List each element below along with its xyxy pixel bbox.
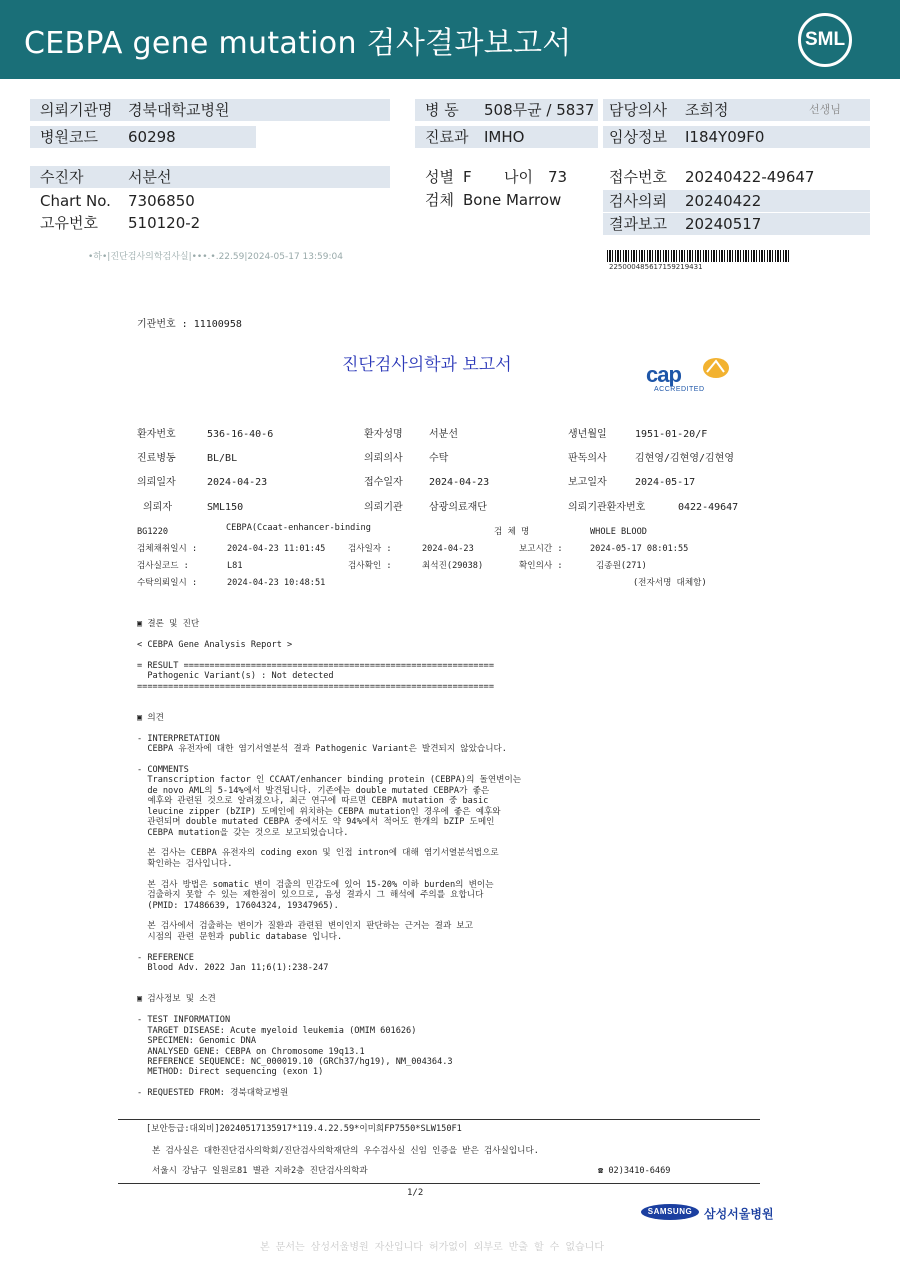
room-label: 검사실코드 : — [137, 561, 189, 571]
doctor-field — [603, 99, 870, 121]
address-line: 서울시 강남구 일원로81 별관 지하2층 진단검사의학과 — [152, 1166, 368, 1176]
confidential-notice: 본 문서는 삼성서울병원 자산입니다 허가없이 외부로 반출 할 수 없습니다 — [260, 1242, 604, 1253]
report-value: 20240517 — [685, 215, 762, 233]
doctor-value: 조희정 — [685, 101, 729, 119]
request-label: 검사의뢰 — [609, 192, 667, 210]
pt-no-label: 환자번호 — [137, 429, 176, 440]
collect-value: 2024-04-23 11:01:45 — [227, 544, 326, 554]
receipt-label: 접수번호 — [609, 168, 667, 186]
reader-label: 판독의사 — [568, 453, 607, 464]
unique-value: 510120-2 — [128, 214, 201, 232]
body-line: Pathogenic Variant(s) : Not detected — [137, 671, 334, 681]
pt-name-label: 환자성명 — [364, 429, 403, 440]
phys-label: 의뢰의사 — [364, 453, 403, 464]
dept-label: 진료과 — [425, 128, 469, 146]
body-line: 본 검사에서 검출하는 변이가 질환과 관련된 변이인지 판단하는 근거는 결과 보고 — [137, 921, 474, 931]
request-field — [603, 190, 870, 212]
room-value: L81 — [227, 561, 243, 571]
body-line: REFERENCE SEQUENCE: NC_000019.10 (GRCh37/hg19), NM_004364.3 — [137, 1057, 453, 1067]
body-line: - REFERENCE — [137, 953, 194, 963]
org-number: 기관번호 : 11100958 — [137, 319, 242, 330]
samsung-hospital-name: 삼성서울병원 — [704, 1207, 774, 1221]
checker-value: 최석진(29038) — [422, 561, 484, 571]
body-line: 본 검사는 CEBPA 유전자의 coding exon 및 인접 intron에 대해 염기서열분석법으로 — [137, 848, 499, 858]
ward-label-2: 진료병동 — [137, 453, 176, 464]
body-line: leucine zipper (bZIP) 도메인에 위치하는 CEBPA mutation인 경우에 좋은 예후와 — [137, 807, 501, 817]
body-line: < CEBPA Gene Analysis Report > — [137, 640, 293, 650]
samsung-logo: SAMSUNG — [641, 1204, 699, 1220]
body-line: ▣ 결론 및 진단 — [137, 619, 200, 629]
doctor-suffix: 선생님 — [809, 103, 841, 116]
body-line: = RESULT ============================================================ — [137, 661, 494, 671]
test-code: BG1220 — [137, 527, 169, 537]
report-time-value: 2024-05-17 08:01:55 — [590, 544, 689, 554]
body-line: - REQUESTED FROM: 경북대학교병원 — [137, 1088, 289, 1098]
body-line: ▣ 검사정보 및 소견 — [137, 994, 216, 1004]
security-line: [보안등급:대외비]20240517135917*119.4.22.59*이미희FP7550*SLW150F1 — [146, 1124, 462, 1134]
clinical-label: 임상정보 — [609, 128, 667, 146]
clinical-value: I184Y09F0 — [685, 128, 765, 146]
chart-label: Chart No. — [40, 192, 111, 210]
age-label: 나이 — [504, 168, 533, 186]
test-date-label: 검사일자 : — [348, 544, 392, 554]
ward-field — [415, 99, 598, 121]
rcv-date-value: 2024-04-23 — [429, 477, 490, 488]
unique-label: 고유번호 — [40, 214, 98, 232]
body-line: 검출하지 못할 수 있는 제한점이 있으므로, 음성 결과시 그 해석에 주의를 요합니다 — [137, 890, 484, 900]
body-line: 본 검사 방법은 somatic 변이 검출의 민감도에 있어 15-20% 이하 burden의 변이는 — [137, 880, 494, 890]
sex-label: 성별 — [425, 168, 454, 186]
specimen-name-value: WHOLE BLOOD — [590, 527, 647, 537]
cap-word: cap — [646, 362, 681, 387]
body-line: 확인하는 검사입니다. — [137, 859, 233, 869]
req-org-label: 의뢰기관 — [364, 502, 403, 513]
barcode — [607, 250, 791, 262]
report-time-label: 보고시간 : — [519, 544, 563, 554]
dob-value: 1951-01-20/F — [635, 429, 708, 440]
body-line: 예후와 관련된 것으로 알려졌으나, 최근 연구에 따르면 CEBPA mutation 중 basic — [137, 796, 489, 806]
body-line: Blood Adv. 2022 Jan 11;6(1):238-247 — [137, 963, 329, 973]
ward-label: 병 동 — [425, 101, 459, 119]
page-title: CEBPA gene mutation 검사결과보고서 — [24, 26, 572, 61]
req-date-label: 의뢰일자 — [137, 477, 176, 488]
patient-field — [30, 166, 390, 188]
report-field — [603, 213, 870, 235]
page-number: 1/2 — [407, 1188, 424, 1198]
dob-label: 생년월일 — [568, 429, 607, 440]
body-line: ===================================================================== — [137, 682, 494, 692]
sex-age-field — [415, 166, 598, 188]
report-label: 결과보고 — [609, 215, 667, 233]
cap-logo — [646, 356, 738, 400]
hospital-code-label: 병원코드 — [40, 128, 98, 146]
receipt-value: 20240422-49647 — [685, 168, 815, 186]
age-value: 73 — [548, 168, 568, 186]
print-timestamp: •하•|진단검사의학검사실|•••.•.22.59|2024-05-17 13:59:04 — [88, 252, 343, 262]
reader-value: 김현영/김현영/김현영 — [635, 453, 734, 464]
body-line: METHOD: Direct sequencing (exon 1) — [137, 1067, 324, 1077]
receipt-field — [603, 166, 870, 188]
body-line: - COMMENTS — [137, 765, 189, 775]
body-line: (PMID: 17486639, 17604324, 19347965). — [137, 901, 339, 911]
req-org-pt-label: 의뢰기관환자번호 — [568, 502, 646, 513]
cap-badge-icon — [700, 356, 730, 380]
specimen-value: Bone Marrow — [463, 191, 562, 209]
confirmer-value: 김종원(271) — [596, 561, 647, 571]
body-line: CEBPA 유전자에 대한 염기서열분석 결과 Pathogenic Variant은 발견되지 않았습니다. — [137, 744, 507, 754]
chart-value: 7306850 — [128, 192, 195, 210]
body-line: CEBPA mutation을 갖는 것으로 보고되었습니다. — [137, 828, 349, 838]
body-line: ANALYSED GENE: CEBPA on Chromosome 19q13.1 — [137, 1047, 365, 1057]
dept-field — [415, 126, 598, 148]
body-line: 관련되며 double mutated CEBPA 중에서도 약 94%에서 적어도 한개의 bZIP 도메인 — [137, 817, 495, 827]
sml-logo: SML — [798, 13, 852, 67]
collect-label: 검체채취일시 : — [137, 544, 198, 554]
request-value: 20240422 — [685, 192, 762, 210]
body-line: Transcription factor 인 CCAAT/enhancer binding protein (CEBPA)의 돌연변이는 — [137, 775, 522, 785]
rpt-date-label: 보고일자 — [568, 477, 607, 488]
doctor-label: 담당의사 — [609, 101, 667, 119]
rpt-date-value: 2024-05-17 — [635, 477, 696, 488]
test-name: CEBPA(Ccaat-enhancer-binding — [226, 523, 371, 533]
body-line: ▣ 의견 — [137, 713, 164, 723]
unique-field — [30, 212, 390, 234]
sex-value: F — [463, 168, 472, 186]
req-org-value: 삼광의료재단 — [429, 502, 487, 513]
barcode-number: 225000485617159219431 — [609, 263, 703, 271]
req-org-pt-value: 0422-49647 — [678, 502, 739, 513]
ward-value: 508무균 / 5837 — [484, 101, 595, 119]
requester-value: SML150 — [207, 502, 244, 513]
specimen-name-label: 검 체 명 — [494, 527, 530, 537]
checker-label: 검사확인 : — [348, 561, 392, 571]
specimen-label: 검체 — [425, 191, 454, 209]
body-line: - TEST INFORMATION — [137, 1015, 231, 1025]
chart-field — [30, 190, 390, 212]
ward-value-2: BL/BL — [207, 453, 238, 464]
dept-value: IMHO — [484, 128, 525, 146]
body-line: SPECIMEN: Genomic DNA — [137, 1036, 256, 1046]
body-line: TARGET DISEASE: Acute myeloid leukemia (OMIM 601626) — [137, 1026, 417, 1036]
cap-accredited: ACCREDITED — [654, 386, 705, 393]
pt-no-value: 536-16-40-6 — [207, 429, 274, 440]
req-date-value: 2024-04-23 — [207, 477, 268, 488]
patient-value: 서분선 — [128, 168, 172, 186]
institution-value: 경북대학교병원 — [128, 101, 230, 119]
footer-rule-bottom — [118, 1183, 760, 1184]
body-line: - INTERPRETATION — [137, 734, 220, 744]
institution-field — [30, 99, 390, 121]
cert-line: 본 검사실은 대한진단검사의학회/진단검사의학재단의 우수검사실 신임 인증을 받은 검사실입니다. — [152, 1146, 539, 1156]
confirmer-label: 확인의사 : — [519, 561, 563, 571]
pt-name-value: 서분선 — [429, 429, 458, 440]
esign-note: (전자서명 대체함) — [633, 578, 707, 588]
hospital-code-value: 60298 — [128, 128, 176, 146]
patient-label: 수진자 — [40, 168, 84, 186]
hospital-code-field — [30, 126, 256, 148]
phys-value: 수탁 — [429, 453, 449, 464]
consign-label: 수탁의뢰일시 : — [137, 578, 198, 588]
phone-line: ☎ 02)3410-6469 — [598, 1166, 671, 1176]
report-title: 진단검사의학과 보고서 — [342, 355, 512, 375]
body-line: 시점의 관련 문헌과 public database 입니다. — [137, 932, 343, 942]
test-date-value: 2024-04-23 — [422, 544, 474, 554]
header-bar — [0, 0, 900, 79]
clinical-field — [603, 126, 870, 148]
consign-value: 2024-04-23 10:48:51 — [227, 578, 326, 588]
requester-label: 의뢰자 — [143, 502, 172, 513]
footer-rule-top — [118, 1119, 760, 1120]
body-line: de novo AML의 5-14%에서 발견됩니다. 기존에는 double mutated CEBPA가 좋은 — [137, 786, 490, 796]
specimen-field — [415, 189, 598, 211]
institution-label: 의뢰기관명 — [40, 101, 113, 119]
rcv-date-label: 접수일자 — [364, 477, 403, 488]
